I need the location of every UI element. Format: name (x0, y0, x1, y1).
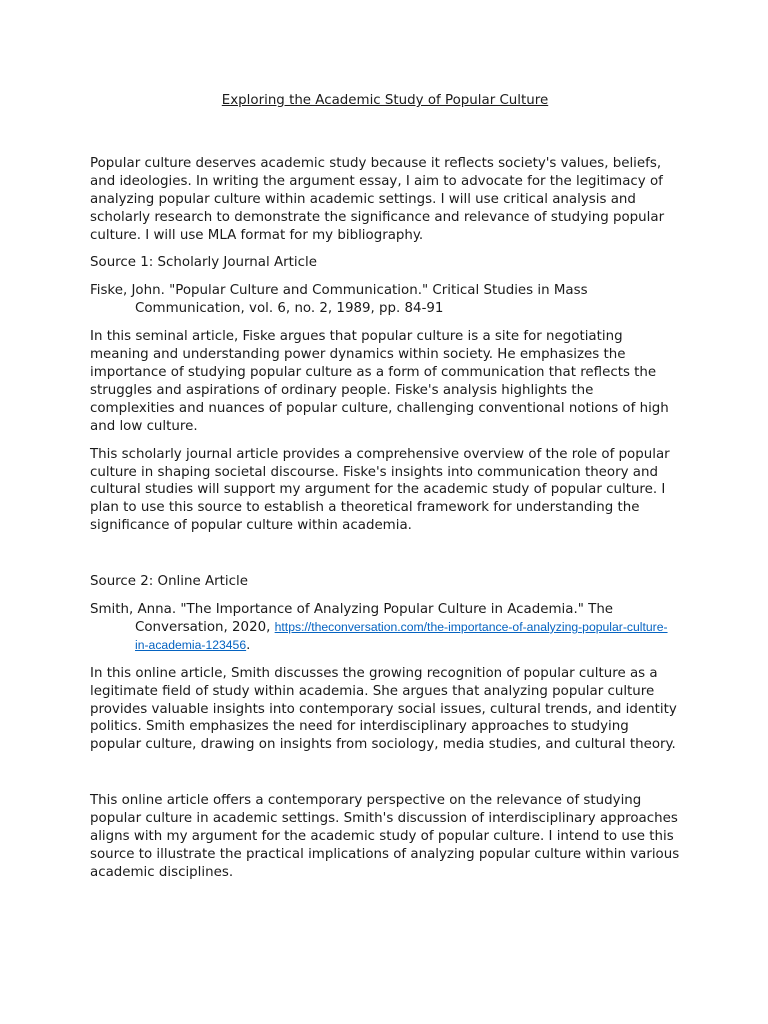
source2-evaluation: This online article offers a contemporary perspective on the relevance of studying popular culture in academic settings. Smith's discussion of interdisciplinary approaches aligns with my argument for the academic study of popular culture. I intend to use this source to illustrate the practical implications of analyzing popular culture within various academic disciplines. (90, 793, 680, 880)
source2-citation-link[interactable]: https://theconversation.com/the-importance-of-analyzing-popular-culture-in-academia-123456 (135, 619, 668, 652)
source1-evaluation: This scholarly journal article provides a comprehensive overview of the role of popular culture in shaping societal discourse. Fiske's insights into communication theory and cultural studies will support my argument for the academic study of popular culture. I plan to use this source to establish a theoretical framework for understanding the significance of popular culture within academia. (90, 446, 670, 534)
source1-heading: Source 1: Scholarly Journal Article (90, 255, 317, 271)
source2-summary: In this online article, Smith discusses the growing recognition of popular culture as a legitimate field of study within academia. She argues that analyzing popular culture provides valuable insights into contemporary social issues, cultural trends, and identity politics. Smith emphasizes the need for interdisciplinary approaches to studying popular culture, drawing on insights from sociology, media studies, and cultural theory. (90, 665, 677, 753)
document-body (90, 92, 680, 892)
source2-heading: Source 2: Online Article (90, 574, 248, 590)
source2-citation (90, 601, 680, 655)
document-title: Exploring the Academic Study of Popular Culture (221, 93, 549, 108)
source2-citation-end: . (246, 637, 251, 653)
intro-paragraph: Popular culture deserves academic study because it reflects society's values, beliefs, and ideologies. In writing the argument essay, I aim to advocate for the legitimacy of analyzing popular culture within academic settings. I will use critical analysis and scholarly research to demonstrate the significance and relevance of studying popular culture. I will use MLA format for my bibliography. (90, 155, 665, 243)
source2-citation-text: Smith, Anna. "The Importance of Analyzing Popular Culture in Academia." The Conversation, 2020, (90, 602, 614, 635)
source1-citation: Fiske, John. "Popular Culture and Communication." Critical Studies in Mass Communication, vol. 6, no. 2, 1989, pp. 84-91 (90, 283, 588, 317)
source1-summary: In this seminal article, Fiske argues that popular culture is a site for negotiating meaning and understanding power dynamics within society. He emphasizes the importance of studying popular culture as a form of communication that reflects the struggles and aspirations of ordinary people. Fiske's analysis highlights the complexities and nuances of popular culture, challenging conventional notions of high and low culture. (90, 329, 669, 434)
